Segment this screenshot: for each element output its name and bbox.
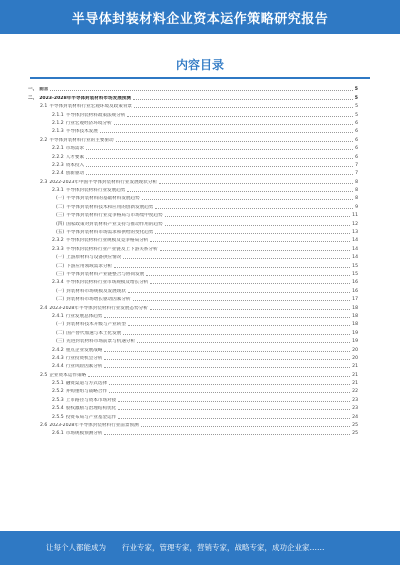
toc-entry[interactable]: [28, 252, 358, 260]
toc-entry-page: 5: [355, 112, 358, 118]
toc-entry-text: 股权激励与治理结构优化: [65, 406, 117, 412]
toc-entry-number: (一): [56, 255, 65, 261]
toc-entry[interactable]: [28, 134, 358, 142]
footer-slogan: 让每个人都能成为: [46, 543, 106, 552]
toc-entry-page: 14: [352, 255, 358, 261]
toc-leader-dots: [150, 283, 350, 284]
toc-entry-number: 2.4.3: [52, 355, 64, 361]
toc-entry[interactable]: [28, 218, 358, 226]
toc-entry-page: 18: [352, 322, 358, 328]
toc-leader-dots: [146, 275, 350, 276]
toc-entry[interactable]: [28, 126, 358, 134]
toc-entry-text: 并购重组与战略合作: [65, 389, 108, 395]
toc-leader-dots: [142, 199, 353, 200]
toc-entry-page: 6: [355, 120, 358, 126]
toc-entry-text: 资本投入: [65, 162, 85, 168]
toc-entry-text: 市场需求: [65, 146, 85, 152]
toc-entry-text: 封装材料技术升级与产业转型: [66, 322, 126, 328]
toc-entry[interactable]: [28, 369, 358, 377]
toc-entry[interactable]: [28, 101, 358, 109]
toc-entry-text: 国产替代加速与本土化发展: [66, 330, 122, 336]
toc-entry-page: 21: [352, 381, 358, 387]
toc-entry-number: 2.2.1: [52, 146, 64, 152]
toc-entry[interactable]: [28, 285, 358, 293]
toc-entry-number: 二、: [28, 95, 38, 101]
toc-leader-dots: [109, 392, 350, 393]
toc-entry-text: 半导体封装材料行业宏观环境及政策背景: [49, 104, 133, 110]
toc-entry-number: 一、: [28, 87, 38, 93]
toc-entry-text: 半导体封装材料行业的主要驱动: [49, 137, 114, 143]
toc-entry[interactable]: [28, 336, 358, 344]
toc-entry-number: 2.5: [40, 372, 48, 378]
toc-entry-page: 14: [352, 238, 358, 244]
toc-leader-dots: [104, 317, 350, 318]
toc-leader-dots: [137, 342, 350, 343]
toc-entry-number: (三): [56, 339, 65, 345]
toc-entry-number: 2.1.1: [52, 112, 64, 118]
toc-entry[interactable]: [28, 319, 358, 327]
toc-entry-number: (二): [56, 297, 65, 303]
toc-leader-dots: [127, 116, 353, 117]
toc-entry-text: 上游原材料与设备供应情况: [66, 255, 122, 261]
toc-entry-number: 2.1.3: [52, 129, 64, 135]
toc-entry[interactable]: [28, 420, 358, 428]
toc-entry-number: 2.1: [40, 104, 48, 110]
toc-entry-text: 半导体技术发展: [65, 129, 98, 135]
toc-entry-text: 融资渠道与方式选择: [65, 381, 108, 387]
toc-entry-text: 半导体封装材料产业链整合与协同发展: [66, 271, 145, 277]
toc-entry-text: 半导体封装材料行业规模及竞争格局分析: [65, 238, 149, 244]
toc-leader-dots: [104, 367, 350, 368]
toc-leader-dots: [128, 292, 350, 293]
toc-leader-dots: [123, 334, 350, 335]
toc-entry-text: 半导体封装材料的基础材料发展趋势: [66, 196, 140, 202]
toc-entry-text: 重点企业发展战略: [65, 347, 103, 353]
toc-entry-page: 8: [355, 196, 358, 202]
toc-entry-text: 先进封装材料市场前景与机遇分析: [66, 339, 136, 345]
toc-leader-dots: [114, 267, 350, 268]
toc-entry-text: 国家政策对封装材料产业支持与推动作用的趋势: [66, 221, 163, 227]
toc-entry-number: 2.5.1: [52, 381, 64, 387]
toc-entry-text: 半导体封装材料行业发展趋势: [65, 188, 126, 194]
toc-entry-text: 2022-2023年中国半导体封装材料行业发展现状分析: [49, 179, 158, 185]
toc-entry-page: 24: [352, 414, 358, 420]
toc-entry-page: 11: [352, 213, 358, 219]
toc-leader-dots: [128, 325, 350, 326]
toc-entry-number: (一): [56, 322, 65, 328]
toc-entry-number: (三): [56, 213, 65, 219]
toc-entry-number: 2.5.2: [52, 389, 64, 395]
toc-leader-dots: [123, 258, 350, 259]
toc-leader-dots: [150, 309, 350, 310]
toc-leader-dots: [50, 90, 352, 91]
toc-entry-number: (四): [56, 221, 65, 227]
toc-leader-dots: [141, 426, 350, 427]
toc-leader-dots: [86, 158, 353, 159]
toc-entry-number: (二): [56, 330, 65, 336]
page-footer: [0, 531, 400, 565]
toc-entry-text: 封装材料市场规模及发展现状: [66, 288, 126, 294]
toc-entry[interactable]: [28, 394, 358, 402]
toc-leader-dots: [160, 250, 351, 251]
toc-leader-dots: [104, 434, 350, 435]
toc-entry-page: 25: [352, 423, 358, 429]
toc-entry[interactable]: [28, 160, 358, 168]
toc-entry[interactable]: [28, 378, 358, 386]
toc-entry-text: 投资布局与产业基金运作: [65, 414, 117, 420]
toc-entry-page: 16: [352, 280, 358, 286]
toc-entry-text: 下游应用领域需求分析: [66, 263, 113, 269]
toc-entry-page: 19: [352, 330, 358, 336]
toc-entry-number: 2.1.2: [52, 120, 64, 126]
toc-entry-text: 2023-2028年半导体封装材料市场发展预测: [39, 95, 131, 101]
toc-entry[interactable]: [28, 92, 358, 100]
toc-entry-text: 2023-2028年半导体封装材料行业前景预测: [49, 423, 139, 429]
toc-entry-page: 5: [354, 95, 358, 101]
toc-entry-number: (五): [56, 230, 65, 236]
toc-entry-text: 行业投资机会分析: [65, 355, 103, 361]
toc-leader-dots: [109, 384, 350, 385]
toc-entry[interactable]: [28, 344, 358, 352]
toc-entry[interactable]: [28, 302, 358, 310]
toc-entry[interactable]: [28, 269, 358, 277]
toc-entry-text: 半导体封装材料政策法规分析: [65, 112, 126, 118]
toc-entry-number: 2.6.1: [52, 431, 64, 437]
toc-entry-number: (三): [56, 271, 65, 277]
toc-entry-number: 2.3: [40, 179, 48, 185]
toc-entry-page: 7: [355, 162, 358, 168]
toc-entry[interactable]: [28, 243, 358, 251]
toc-heading: 内容目录: [175, 58, 224, 72]
toc-entry-page: 20: [352, 347, 358, 353]
toc-leader-dots: [150, 241, 350, 242]
toc-entry-page: 7: [355, 171, 358, 177]
toc-leader-dots: [133, 300, 351, 301]
toc-entry[interactable]: [28, 201, 358, 209]
toc-entry-page: 5: [354, 87, 358, 93]
toc-entry-page: 25: [352, 431, 358, 437]
toc-entry-page: 6: [355, 146, 358, 152]
toc-entry-page: 21: [352, 372, 358, 378]
toc-entry[interactable]: [28, 260, 358, 268]
toc-entry-text: 半导体封装材料技术和应用的创新发展趋势: [66, 204, 154, 210]
toc-entry-page: 14: [352, 246, 358, 252]
toc-divider: [30, 77, 370, 79]
toc-entry-number: 2.6: [40, 423, 48, 429]
toc-leader-dots: [86, 149, 353, 150]
toc-entry-page: 15: [352, 263, 358, 269]
toc-leader-dots: [104, 359, 350, 360]
toc-entry-text: 行业发展总体趋势: [65, 313, 103, 319]
page-header: [0, 0, 400, 34]
toc-entry-page: 12: [352, 221, 358, 227]
toc-entry[interactable]: [28, 176, 358, 184]
toc-leader-dots: [165, 225, 350, 226]
toc-entry-text: 封装材料市场增长驱动因素分析: [66, 297, 131, 303]
toc-leader-dots: [104, 351, 350, 352]
toc-leader-dots: [118, 401, 350, 402]
toc-entry-number: 2.3.3: [52, 246, 64, 252]
toc-entry-page: 8: [355, 179, 358, 185]
toc-leader-dots: [165, 216, 350, 217]
toc-leader-dots: [118, 418, 350, 419]
toc-leader-dots: [134, 107, 353, 108]
toc-entry-number: 2.2.3: [52, 162, 64, 168]
toc-entry[interactable]: [28, 403, 358, 411]
toc-entry-text: 上市路径与资本市场对接: [65, 397, 117, 403]
toc-entry-text: 行业宏观经济环境分析: [65, 120, 112, 126]
toc-entry[interactable]: [28, 210, 358, 218]
toc-entry-number: 2.3.2: [52, 238, 64, 244]
toc-entry[interactable]: [28, 151, 358, 159]
toc-entry-number: (一): [56, 196, 65, 202]
toc-entry[interactable]: [28, 361, 358, 369]
toc-entry[interactable]: [28, 118, 358, 126]
toc-entry-page: 17: [352, 297, 358, 303]
toc-entry-number: 2.5.5: [52, 414, 64, 420]
toc-entry[interactable]: [28, 227, 358, 235]
toc-entry-page: 23: [352, 397, 358, 403]
toc-entry-number: 2.4.2: [52, 347, 64, 353]
toc-entry-page: 6: [355, 129, 358, 135]
toc-entry[interactable]: [28, 168, 358, 176]
toc-leader-dots: [155, 208, 353, 209]
toc-entry-number: 2.2.4: [52, 171, 64, 177]
toc-entry-page: 19: [352, 339, 358, 345]
report-title: 半导体封装材料企业资本运作策略研究报告: [71, 12, 329, 27]
toc-entry-page: 16: [352, 288, 358, 294]
toc-entry-text: 前言: [39, 87, 49, 93]
toc-entry[interactable]: [28, 185, 358, 193]
toc-entry-number: 2.5.4: [52, 406, 64, 412]
toc-entry-number: 2.2: [40, 137, 48, 143]
toc-entry-number: 2.4: [40, 305, 48, 311]
toc-entry[interactable]: [28, 411, 358, 419]
toc-leader-dots: [86, 174, 353, 175]
toc-entry-number: 2.3.1: [52, 188, 64, 194]
toc-entry-text: 行业风险因素分析: [65, 364, 103, 370]
toc-entry[interactable]: [28, 143, 358, 151]
toc-entry-page: 23: [352, 406, 358, 412]
toc-entry-text: 创新驱动: [65, 171, 85, 177]
toc-entry-text: 半导体封装材料行业竞争格局与市场集中度趋势: [66, 213, 163, 219]
toc-entry-page: 6: [355, 137, 358, 143]
toc-entry-text: 半导体封装材料行业市场规模及增长分析: [65, 280, 149, 286]
toc-entry[interactable]: [28, 277, 358, 285]
table-of-contents: [28, 84, 358, 436]
toc-leader-dots: [114, 124, 353, 125]
toc-entry-text: 半导体封装材料行业产业链及上下游关系分析: [65, 246, 158, 252]
toc-entry-number: 2.5.3: [52, 397, 64, 403]
toc-entry[interactable]: [28, 294, 358, 302]
toc-entry[interactable]: [28, 193, 358, 201]
toc-entry-text: 企业资本运作策略: [49, 372, 87, 378]
toc-leader-dots: [133, 99, 353, 100]
toc-leader-dots: [88, 376, 350, 377]
toc-entry[interactable]: [28, 235, 358, 243]
toc-entry-page: 22: [352, 389, 358, 395]
toc-entry-page: 6: [355, 154, 358, 160]
toc-entry-number: (二): [56, 263, 65, 269]
toc-entry-text: 半导体封装材料市场需求和供给的变化趋势: [66, 230, 154, 236]
toc-leader-dots: [155, 233, 350, 234]
toc-entry-page: 13: [352, 230, 358, 236]
toc-entry-number: 2.4.1: [52, 313, 64, 319]
toc-entry-page: 9: [355, 204, 358, 210]
toc-entry-page: 20: [352, 355, 358, 361]
toc-leader-dots: [118, 409, 350, 410]
toc-entry-page: 21: [352, 364, 358, 370]
toc-entry-page: 18: [352, 305, 358, 311]
toc-entry[interactable]: [28, 109, 358, 117]
footer-tagline: 行业专家，管理专家，营销专家，战略专家，成功企业家……: [122, 543, 325, 552]
toc-entry[interactable]: [28, 428, 358, 436]
toc-entry-text: 2023-2028年半导体封装材料行业发展态势分析: [49, 305, 148, 311]
toc-leader-dots: [116, 141, 353, 142]
toc-entry-page: 8: [355, 188, 358, 194]
toc-entry[interactable]: [28, 386, 358, 394]
toc-entry[interactable]: [28, 353, 358, 361]
toc-entry[interactable]: [28, 327, 358, 335]
toc-entry-page: 15: [352, 271, 358, 277]
toc-entry-text: 市场规模预测分析: [65, 431, 103, 437]
toc-leader-dots: [100, 132, 353, 133]
toc-leader-dots: [159, 183, 353, 184]
toc-entry[interactable]: [28, 311, 358, 319]
toc-leader-dots: [86, 166, 353, 167]
toc-entry-number: 2.2.2: [52, 154, 64, 160]
toc-entry-number: (一): [56, 288, 65, 294]
toc-entry-number: (二): [56, 204, 65, 210]
toc-entry-number: 2.3.4: [52, 280, 64, 286]
toc-entry-text: 人才要素: [65, 154, 85, 160]
toc-leader-dots: [127, 191, 353, 192]
toc-entry-page: 5: [355, 104, 358, 110]
toc-entry[interactable]: [28, 84, 358, 92]
toc-entry-number: 2.4.4: [52, 364, 64, 370]
toc-entry-page: 18: [352, 313, 358, 319]
